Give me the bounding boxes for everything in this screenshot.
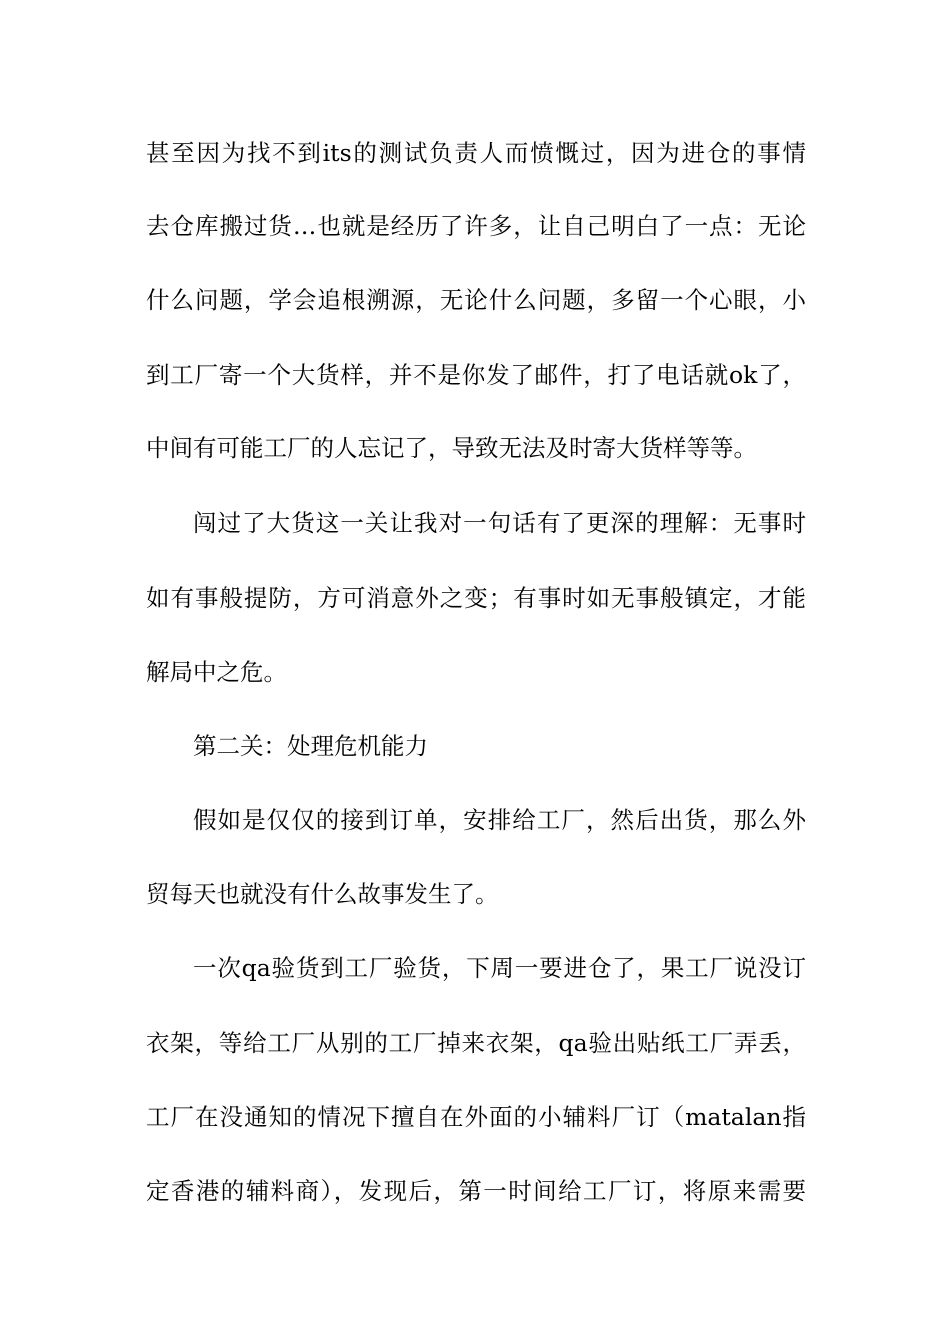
text-line-13: 衣架，等给工厂从别的工厂掉来衣架，qa验出贴纸工厂弄丢， xyxy=(146,1029,806,1057)
paragraph-first-line: 一次qa验货到工厂验货，下周一要进仓了，果工厂说没订 xyxy=(193,954,806,982)
text-line-5: 中间有可能工厂的人忘记了，导致无法及时寄大货样等等。 xyxy=(146,434,757,462)
text-line-15: 定香港的辅料商），发现后，第一时间给工厂订，将原来需要 xyxy=(146,1177,806,1205)
text-line-3: 什么问题，学会追根溯源，无论什么问题，多留一个心眼，小 xyxy=(146,286,806,314)
paragraph-first-line: 闯过了大货这一关让我对一句话有了更深的理解：无事时 xyxy=(193,509,806,537)
text-line-8: 解局中之危。 xyxy=(146,658,287,686)
text-line-4: 到工厂寄一个大货样，并不是你发了邮件，打了电话就ok了， xyxy=(146,361,806,389)
paragraph-first-line: 假如是仅仅的接到订单，安排给工厂，然后出货，那么外 xyxy=(193,806,806,834)
text-line-11: 贸每天也就没有什么故事发生了。 xyxy=(146,880,499,908)
text-line-14: 工厂在没通知的情况下擅自在外面的小辅料厂订（matalan指 xyxy=(146,1103,806,1131)
section-heading: 第二关：处理危机能力 xyxy=(193,732,428,760)
text-line-7: 如有事般提防，方可消意外之变；有事时如无事般镇定，才能 xyxy=(146,584,806,612)
text-line-2: 去仓库搬过货…也就是经历了许多，让自己明白了一点：无论 xyxy=(146,212,806,240)
text-line-1: 甚至因为找不到its的测试负责人而愤慨过，因为进仓的事情 xyxy=(146,139,806,167)
